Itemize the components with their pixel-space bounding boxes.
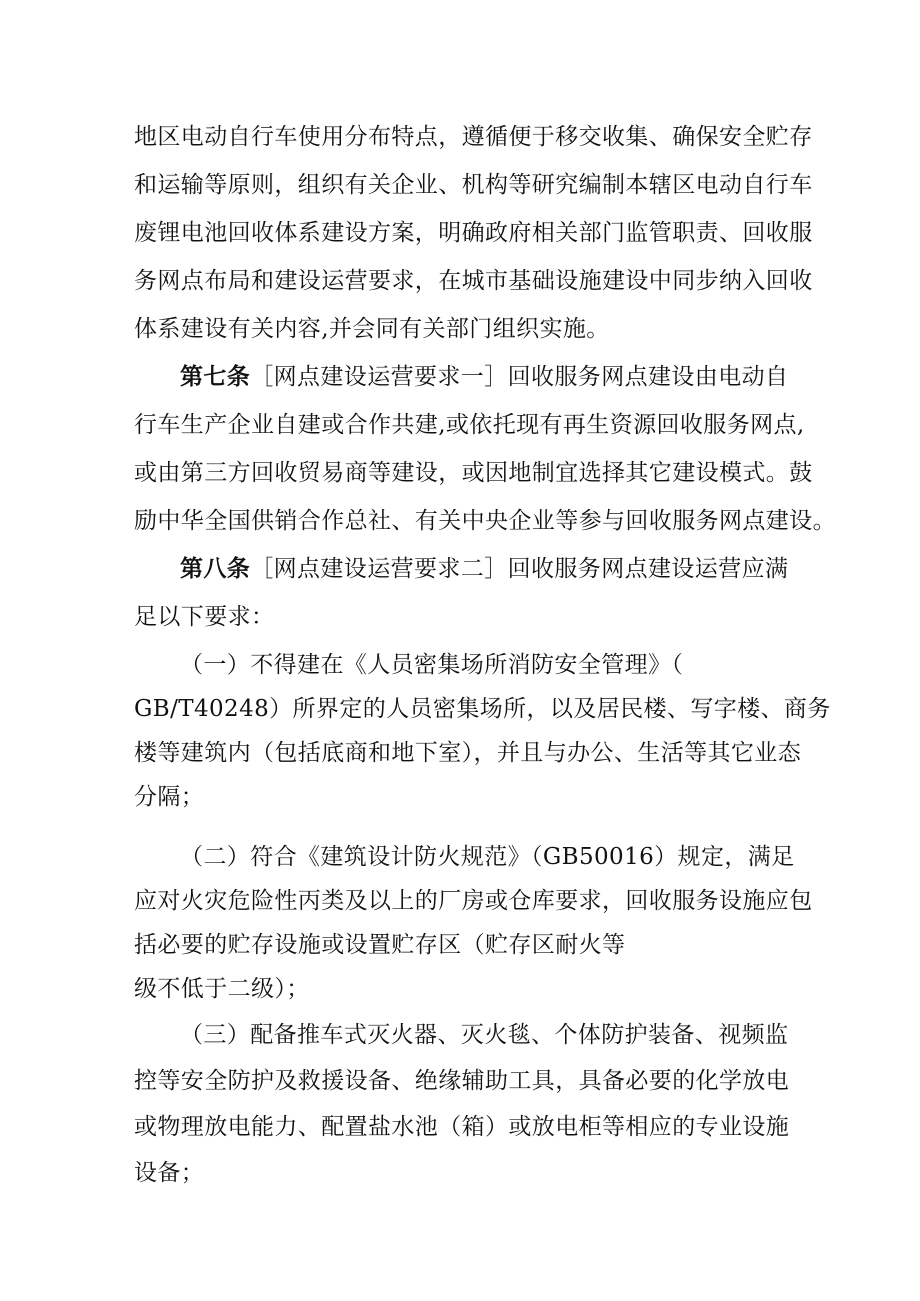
- intro-line-4: 务网点布局和建设运营要求，在城市基础设施建设中同步纳入回收: [134, 268, 813, 294]
- intro-line-5: 体系建设有关内容,并会同有关部门组织实施。: [134, 316, 610, 342]
- article7-line-3: 或由第三方回收贸易商等建设，或因地制宜选择其它建设模式。鼓: [134, 460, 813, 486]
- item3-line-4: 设备；: [134, 1160, 205, 1186]
- article8-heading: 第八条: [180, 555, 251, 582]
- item1-line-1: （一）不得建在《人员密集场所消防安全管理》（: [180, 652, 684, 678]
- item3-line-2: 控等安全防护及救援设备、绝缘辅助工具，具备必要的化学放电: [134, 1068, 790, 1094]
- item2-line-4: 级不低于二级）；: [134, 976, 310, 1002]
- article7-line-4: 励中华全国供销合作总社、有关中央企业等参与回收服务网点建设。: [134, 508, 836, 534]
- item3-line-3: 或物理放电能力、配置盐水池（箱）或放电柜等相应的专业设施: [134, 1114, 790, 1140]
- item1-line-4: 分隔；: [134, 784, 205, 810]
- article7-line-2: 行车生产企业自建或合作共建,或依托现有再生资源回收服务网点,: [134, 412, 805, 438]
- article7-line-1: ［网点建设运营要求一］回收服务网点建设由电动自: [250, 364, 789, 390]
- article8-line-2: 足以下要求：: [134, 604, 275, 630]
- item2-line-1: （二）符合《建筑设计防火规范》（GB50016）规定，满足: [180, 844, 795, 870]
- article7-first-line: [180, 362, 788, 392]
- article8-first-line: [180, 554, 788, 584]
- intro-line-1: 地区电动自行车使用分布特点，遵循便于移交收集、确保安全贮存: [134, 124, 813, 150]
- item3-line-1: （三）配备推车式灭火器、灭火毯、个体防护装备、视频监: [180, 1022, 789, 1048]
- item2-line-3: 括必要的贮存设施或设置贮存区（贮存区耐火等: [134, 932, 626, 958]
- intro-line-2: 和运输等原则，组织有关企业、机构等研究编制本辖区电动自行车: [134, 172, 813, 198]
- item1-line-2: GB/T40248）所界定的人员密集场所，以及居民楼、写字楼、商务: [134, 696, 831, 722]
- item1-line-3: 楼等建筑内（包括底商和地下室），并且与办公、生活等其它业态: [134, 740, 802, 766]
- intro-line-3: 废锂电池回收体系建设方案，明确政府相关部门监管职责、回收服: [134, 220, 813, 246]
- item2-line-2: 应对火灾危险性丙类及以上的厂房或仓库要求，回收服务设施应包: [134, 888, 813, 914]
- article8-line-1: ［网点建设运营要求二］回收服务网点建设运营应满: [250, 556, 789, 582]
- article7-heading: 第七条: [180, 363, 251, 390]
